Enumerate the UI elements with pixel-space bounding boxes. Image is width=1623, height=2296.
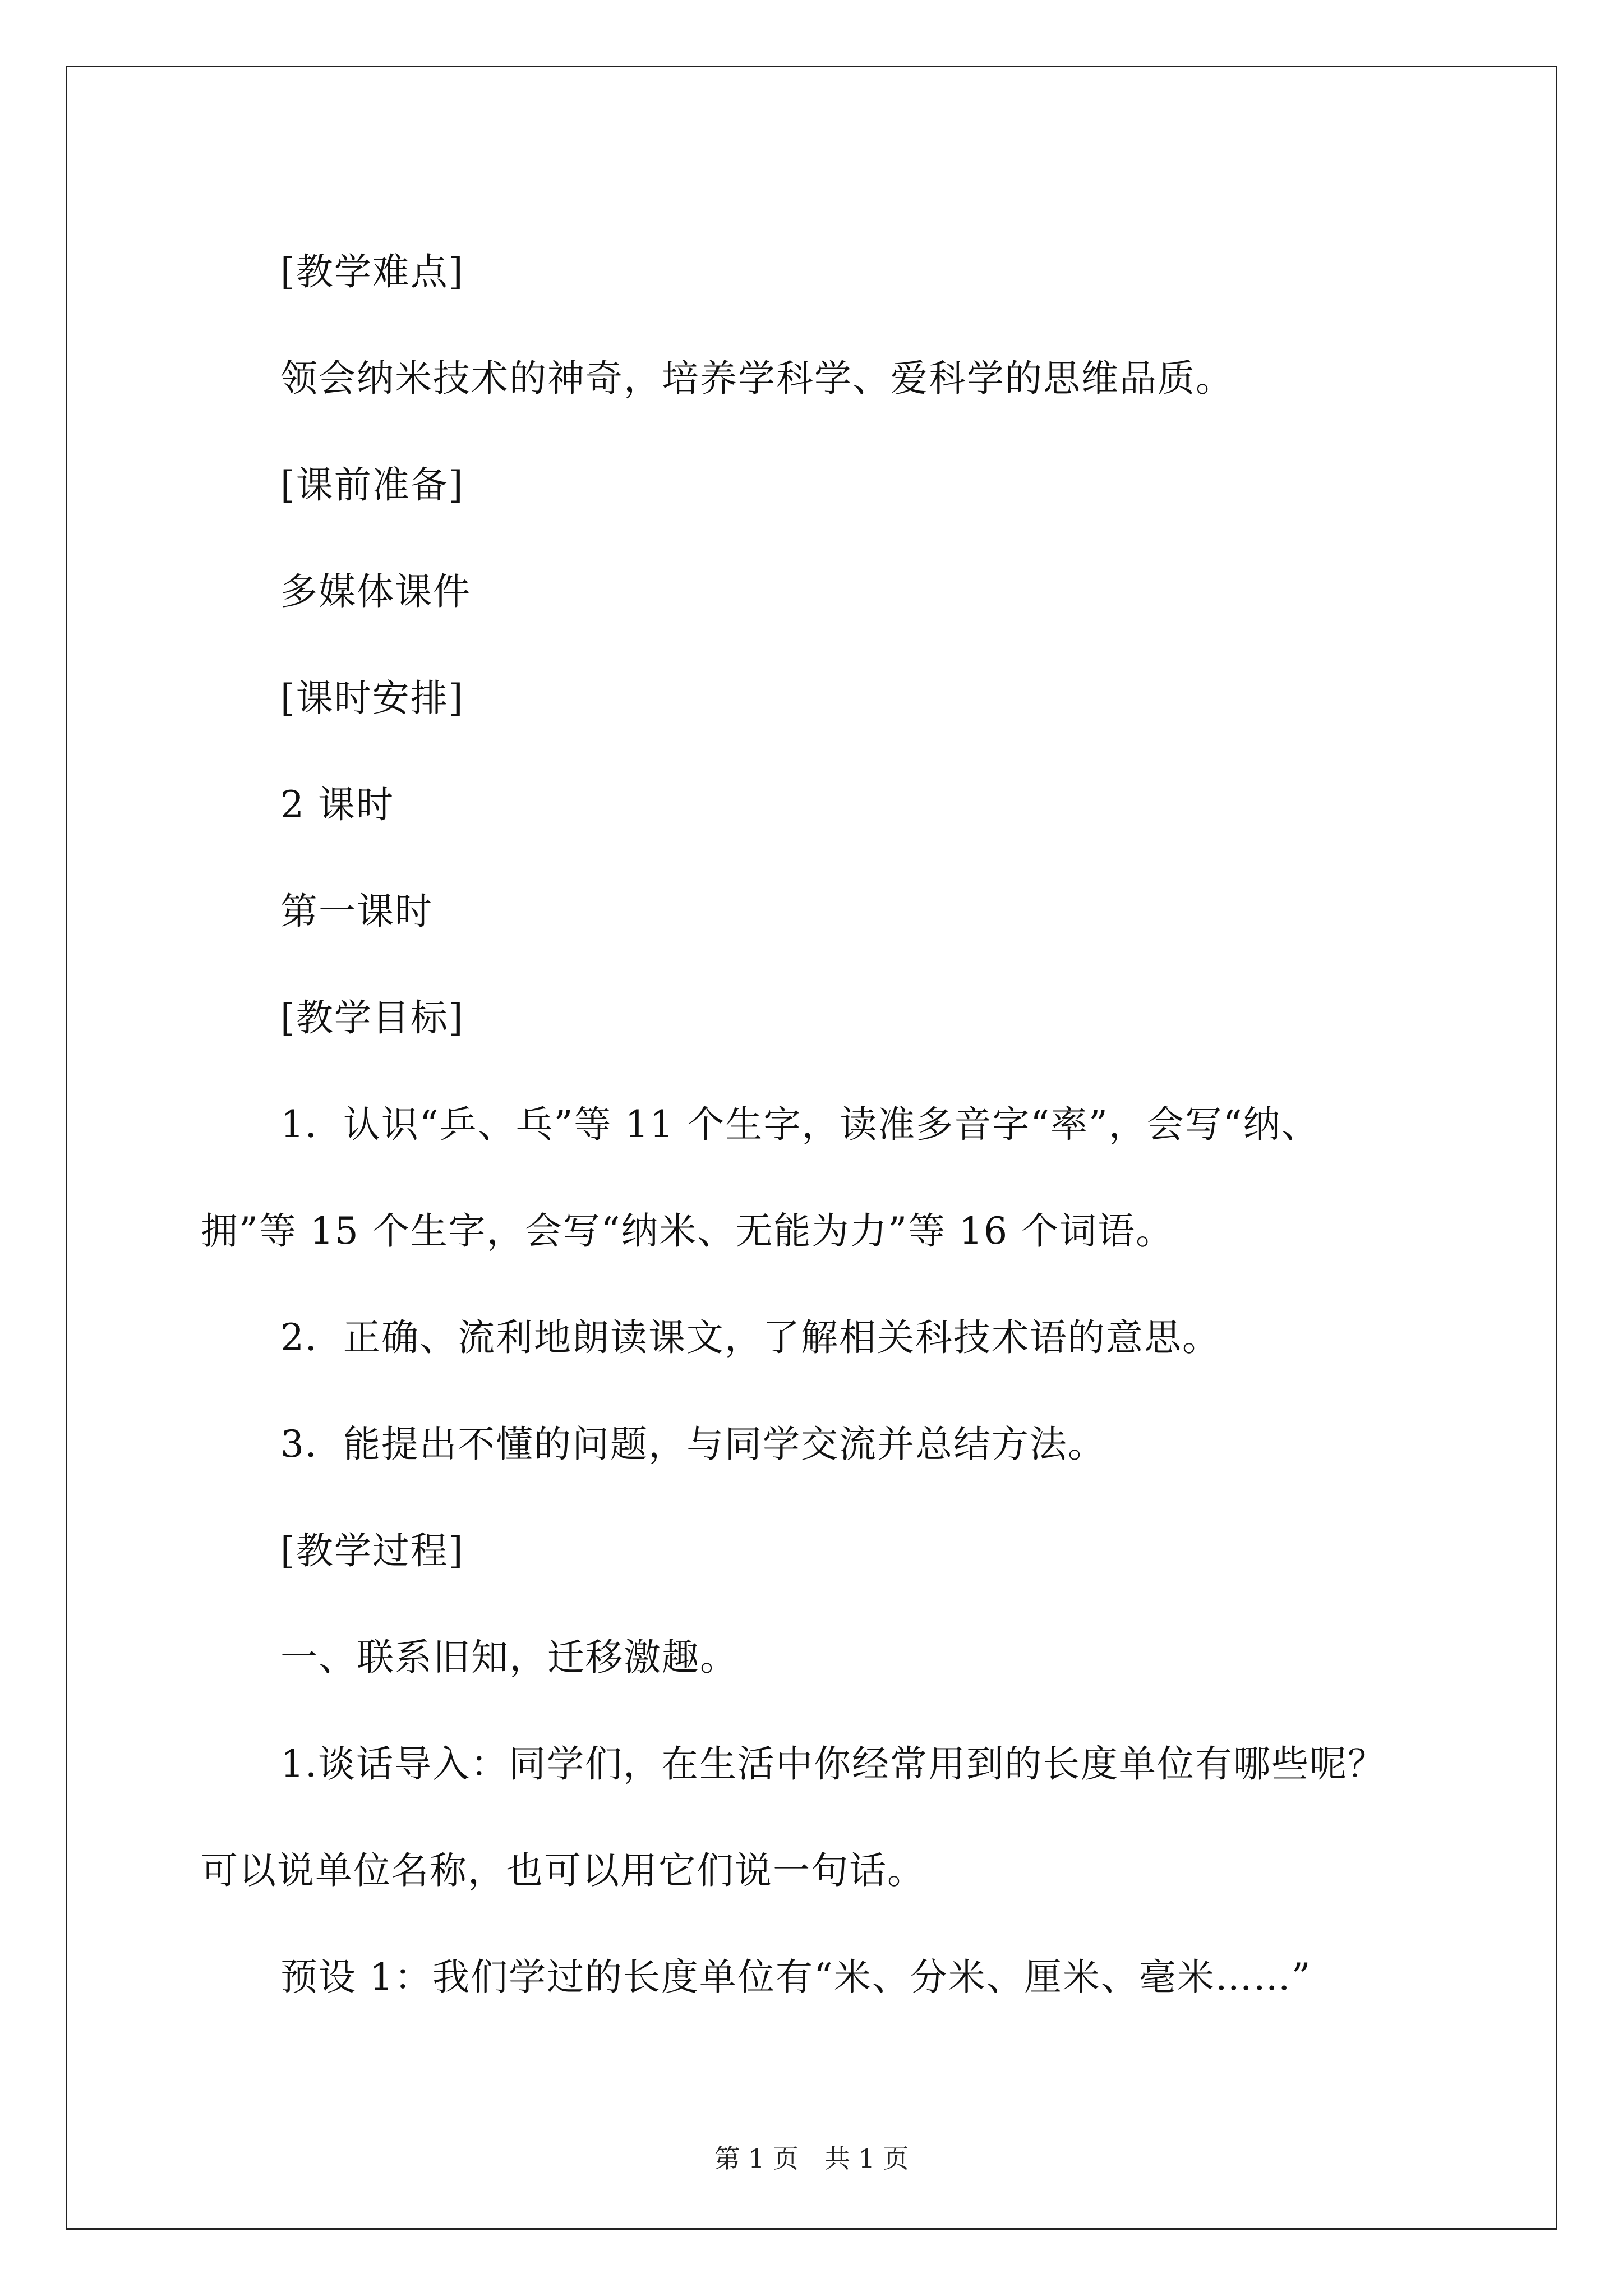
preset-1: 预设 1：我们学过的长度单位有“米、分米、厘米、毫米……” xyxy=(280,1955,1312,1999)
document-body xyxy=(67,67,1556,2228)
process-section-1: 一、联系旧知，迁移激趣。 xyxy=(280,1636,738,1679)
goal-2: 2．正确、流利地朗读课文，了解相关科技术语的意思。 xyxy=(280,1316,1220,1359)
heading-schedule: [课时安排] xyxy=(280,677,464,720)
paragraph-schedule-text: 2 课时 xyxy=(280,783,394,826)
heading-preparation: [课前准备] xyxy=(280,463,464,507)
heading-teaching-difficulty: [教学难点] xyxy=(280,250,464,293)
goal-1-line-2: 拥”等 15 个生字，会写“纳米、无能为力”等 16 个词语。 xyxy=(201,1209,1174,1253)
process-step-1-line-2: 可以说单位名称，也可以用它们说一句话。 xyxy=(201,1849,925,1892)
paragraph-preparation-text: 多媒体课件 xyxy=(280,570,471,613)
heading-first-lesson: 第一课时 xyxy=(280,890,433,933)
goal-1-line-1: 1．认识“乒、乓”等 11 个生字，读准多音字“率”，会写“纳、 xyxy=(280,1103,1320,1146)
page-frame xyxy=(66,66,1557,2230)
heading-teaching-goals: [教学目标] xyxy=(280,996,464,1039)
page-footer: 第 1 页 共 1 页 xyxy=(714,2143,909,2174)
paragraph-difficulty-text: 领会纳米技术的神奇，培养学科学、爱科学的思维品质。 xyxy=(280,357,1234,400)
heading-teaching-process: [教学过程] xyxy=(280,1529,464,1572)
process-step-1-line-1: 1.谈话导入：同学们，在生活中你经常用到的长度单位有哪些呢？ xyxy=(280,1742,1386,1786)
goal-3: 3．能提出不懂的问题，与同学交流并总结方法。 xyxy=(280,1423,1106,1466)
